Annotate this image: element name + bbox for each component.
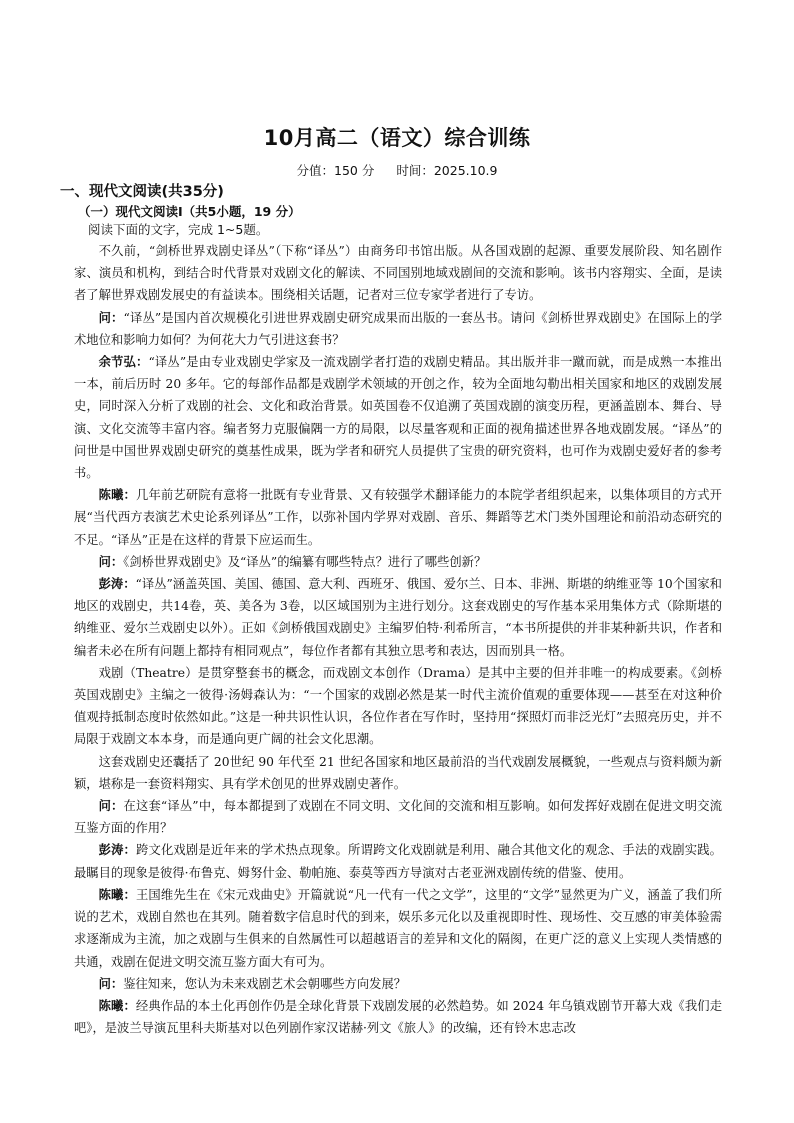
paragraph [74, 351, 722, 484]
reading-instruction: 阅读下面的文字，完成 1~5题。 [88, 222, 269, 237]
paragraph [74, 573, 722, 662]
score-label: 分值：150 分 [296, 163, 375, 178]
time-label: 时间：2025.10.9 [396, 163, 498, 178]
paragraph [74, 795, 722, 839]
exam-meta [0, 161, 794, 179]
paragraph-text: 《剑桥世界戏剧史》及“译丛”的编纂有哪些特点？进行了哪些创新？ [123, 554, 487, 569]
speaker-label: 余节弘： [98, 354, 149, 370]
paragraph [74, 484, 722, 551]
speaker-label: 陈曦： [98, 487, 137, 503]
paragraph [74, 884, 722, 973]
paragraph-text: 鉴往知来，您认为未来戏剧艺术会朝哪些方向发展？ [123, 976, 407, 991]
paragraph-text: 经典作品的本土化再创作仍是全球化背景下戏剧发展的必然趋势。如 2024 年乌镇戏剧节开幕大戏《我们走吧》，是波兰导演瓦里科夫斯基对以色列剧作家汉诺赫·列文《旅人》的改编，还有铃木忠志改 [74, 998, 722, 1036]
paragraph [74, 240, 722, 307]
speaker-label: 陈曦： [98, 997, 136, 1013]
speaker-label: 问： [98, 309, 124, 325]
paragraph-text: 不久前，“剑桥世界戏剧史译丛”（下称“译丛”）由商务印书馆出版。从各国戏剧的起源、重要发展阶段、知名剧作家、演员和机构，到结合时代背景对戏剧文化的解读、不同国别地域戏剧间的交流和影响。该书内容翔实、全面，是读者了解世界戏剧发展史的有益读本。围绕相关话题，记者对三位专家学者进行了专访。 [74, 244, 722, 303]
paragraph [74, 751, 722, 795]
paragraph-text: “译丛”涵盖英国、美国、德国、意大利、西班牙、俄国、爱尔兰、日本、非洲、斯堪的纳维亚等 10个国家和地区的戏剧史，共14卷，英、美各为 3卷，以区域国别为主进行划分。这套戏剧史的写作基本采用集体方式（除斯堪的纳维亚、爱尔兰戏剧史以外）。正如《剑桥俄国戏剧史》主编罗伯特·利希所言，“本书所提供的并非某种新共识，作者和编者未必在所有问题上都持有相同观点”，每位作者都有其独立思考和表达，因而别具一格。 [74, 577, 722, 658]
paragraph-text: 在这套“译丛”中，每本都提到了戏剧在不同文明、文化间的交流和相互影响。如何发挥好戏剧在促进文明交流互鉴方面的作用？ [74, 799, 722, 836]
paragraph [74, 662, 722, 751]
paragraph-text: “译丛”是由专业戏剧史学家及一流戏剧学者打造的戏剧史精品。其出版并非一蹴而就，而是成熟一本推出一本，前后历时 20 多年。它的每部作品都是戏剧学术领域的开创之作，较为全面地勾勒出相关国家和地区的戏剧发展史，同时深入分析了戏剧的社会、文化和政治背景。如英国卷不仅追溯了英国戏剧的演变历程，更涵盖剧本、舞台、导演、文化交流等丰富内容。编者努力克服偏隅一方的局限，以尽量客观和正面的视角描述世界各地戏剧发展。“译丛”的问世是中国世界戏剧史研究的奠基性成果，既为学者和研究人员提供了宝贵的研究资料，也可作为戏剧史爱好者的参考书。 [74, 355, 722, 481]
paragraph-text: 几年前艺研院有意将一批既有专业背景、又有较强学术翻译能力的本院学者组织起来，以集体项目的方式开展“当代西方表演艺术史论系列译丛”工作，以弥补国内学界对戏剧、音乐、舞蹈等艺术门类外国理论和前沿动态研究的不足。“译丛”正是在这样的背景下应运而生。 [74, 488, 722, 547]
subsection-heading: （一）现代文阅读Ⅰ（共5小题，19 分） [78, 204, 301, 219]
paragraph [74, 551, 722, 573]
section-heading: 一、现代文阅读(共35分) [60, 184, 224, 200]
speaker-label: 彭涛： [98, 842, 137, 858]
paragraph [74, 995, 722, 1039]
paragraph-text: 这套戏剧史还囊括了 20世纪 90 年代至 21 世纪各国家和地区最前沿的当代戏剧发展概貌，一些观点与资料颇为新颖，堪称是一套资料翔实、具有学术创见的世界戏剧史著作。 [74, 754, 722, 791]
paragraph [74, 307, 722, 351]
speaker-label: 彭涛： [98, 576, 136, 592]
speaker-label: 问： [98, 553, 124, 569]
paragraph-text: 戏剧（Theatre）是贯穿整套书的概念，而戏剧文本创作（Drama）是其中主要的但并非唯一的构成要素。《剑桥英国戏剧史》主编之一彼得·汤姆森认为：“一个国家的戏剧必然是某一时代主流价值观的重要体现——甚至在对这种价值观持抵制态度时依然如此。”这是一种共识性认识，各位作者在写作时，坚持用“探照灯而非泛光灯”去照亮历史，并不局限于戏剧文本本身，而是通向更广阔的社会文化思潮。 [74, 665, 722, 747]
paragraph-text: “译丛”是国内首次规模化引进世界戏剧史研究成果而出版的一套丛书。请问《剑桥世界戏剧史》在国际上的学术地位和影响力如何？为何花大力气引进这套书？ [74, 310, 722, 347]
speaker-label: 陈曦： [98, 886, 136, 902]
paragraph [74, 973, 722, 995]
speaker-label: 问： [98, 975, 124, 991]
page-title: 10月高二（语文）综合训练 [263, 126, 531, 150]
passage-body [74, 240, 722, 1039]
paragraph [74, 839, 722, 883]
speaker-label: 问： [98, 798, 124, 814]
paragraph-text: 跨文化戏剧是近年来的学术热点现象。所谓跨文化戏剧就是利用、融合其他文化的观念、手法的戏剧实践。最瞩目的现象是彼得·布鲁克、姆努什金、勒帕施、泰莫等西方导演对古老亚洲戏剧传统的借鉴、使用。 [74, 843, 722, 880]
paragraph-text: 王国维先生在《宋元戏曲史》开篇就说“凡一代有一代之文学”，这里的“文学”显然更为广义，涵盖了我们所说的艺术，戏剧自然也在其列。随着数字信息时代的到来，娱乐多元化以及重视即时性、现场性、交互感的审美体验需求逐渐成为主流，加之戏剧与生俱来的自然属性可以超越语言的差异和文化的隔阂，在更广泛的意义上实现人类情感的共通，戏剧在促进文明交流互鉴方面大有可为。 [74, 887, 722, 969]
